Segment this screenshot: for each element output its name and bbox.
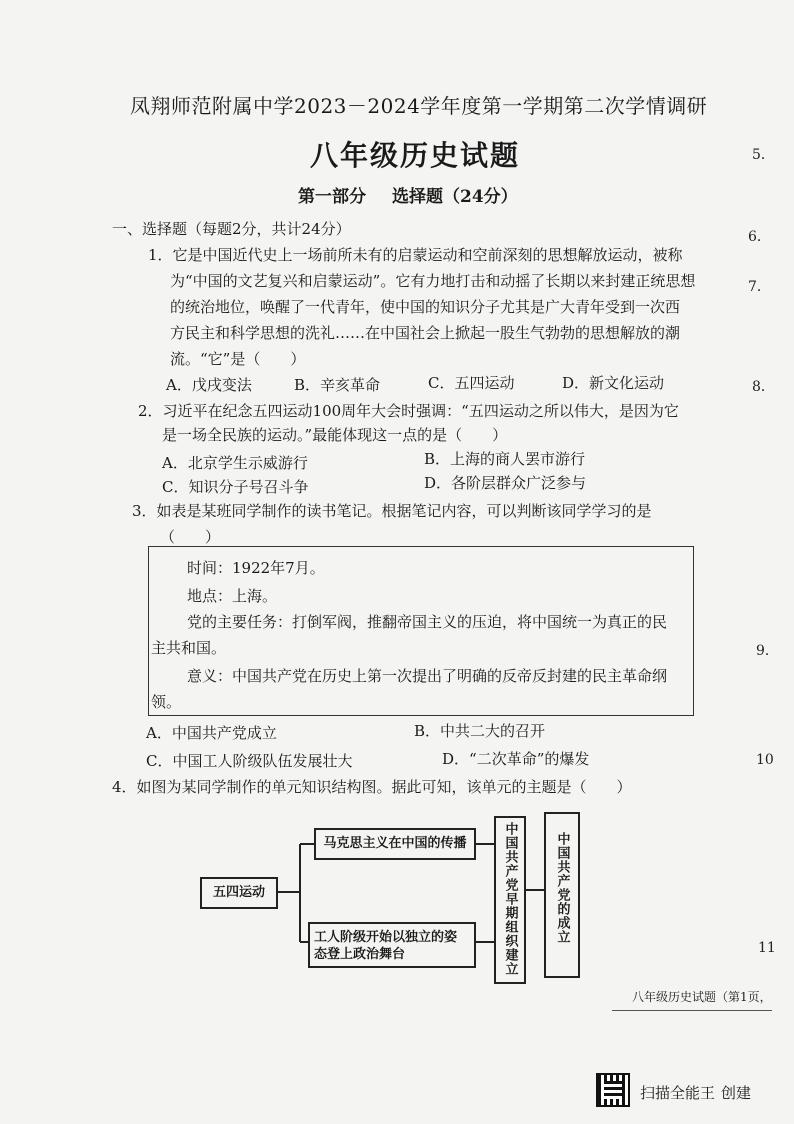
question-line: 的统治地位，唤醒了一代青年，使中国的知识分子尤其是广大青年受到一次西 <box>170 298 681 316</box>
note-time: 时间：1922年7月。 <box>187 559 325 577</box>
option-d[interactable]: D．各阶层群众广泛参与 <box>424 474 587 492</box>
diagram-root-label: 五四运动 <box>212 885 265 900</box>
diagram-bottom-branch-line1: 工人阶级开始以独立的姿 <box>314 930 458 945</box>
scanner-watermark <box>640 1082 751 1103</box>
diagram-middle-label: 中国共产党早期组织建立 <box>502 822 518 976</box>
section-title: 一、选择题（每题2分，共计24分） <box>112 220 351 238</box>
option-c[interactable]: C．知识分子号召斗争 <box>162 478 309 496</box>
question-line: 1．它是中国近代史上一场前所未有的启蒙运动和空前深刻的思想解放运动，被称 <box>148 246 683 264</box>
question-line: 2．习近平在纪念五四运动100周年大会时强调：“五四运动之所以伟大，是因为它 <box>138 402 679 420</box>
margin-number: 8． <box>752 379 775 395</box>
diagram-bottom-branch-box <box>308 922 476 968</box>
option-b[interactable]: B．上海的商人罢市游行 <box>424 450 586 468</box>
diagram-right-box <box>544 812 580 978</box>
diagram-right-label: 中国共产党的成立 <box>554 832 570 944</box>
diagram-root-box <box>200 877 278 909</box>
note-place: 地点：上海。 <box>187 587 278 605</box>
question-line: 3．如表是某班同学制作的读书笔记。根据笔记内容，可以判断该同学学习的是 <box>132 502 652 520</box>
note-meaning-cont: 领。 <box>151 693 182 711</box>
footer-divider <box>612 1010 772 1011</box>
scanner-app-name: 扫描全能王 <box>640 1084 716 1102</box>
page-footer: 八年级历史试题（第1页， <box>632 990 772 1004</box>
margin-number: 7． <box>748 279 771 295</box>
option-d[interactable]: D．新文化运动 <box>562 374 665 392</box>
diagram-bottom-branch-line2: 态登上政治舞台 <box>314 947 406 962</box>
option-d[interactable]: D．“二次革命”的爆发 <box>442 750 590 768</box>
scanner-action: 创建 <box>721 1084 752 1102</box>
option-b[interactable]: B．辛亥革命 <box>294 376 381 394</box>
question-line: 流。“它”是（ ） <box>170 350 306 368</box>
note-task: 党的主要任务：打倒军阀，推翻帝国主义的压迫，将中国统一为真正的民 <box>187 613 668 631</box>
margin-number: 10 <box>756 752 774 768</box>
qr-code-icon <box>596 1073 630 1107</box>
margin-number: 11 <box>758 940 776 956</box>
diagram-top-branch-label: 马克思主义在中国的传播 <box>323 836 467 851</box>
option-a[interactable]: A．中国共产党成立 <box>146 724 277 742</box>
school-title: 凤翔师范附属中学2023－2024学年度第一学期第二次学情调研 <box>130 94 708 118</box>
margin-number: 9． <box>756 643 779 659</box>
question-line: 方民主和科学思想的洗礼……在中国社会上掀起一股生气勃勃的思想解放的潮 <box>170 324 681 342</box>
part-label: 第一部分 <box>298 187 366 207</box>
question-line: 4．如图为某同学制作的单元知识结构图。据此可知，该单元的主题是（ ） <box>112 778 632 796</box>
exam-title: 八年级历史试题 <box>310 139 521 172</box>
option-a[interactable]: A．北京学生示威游行 <box>162 454 308 472</box>
option-c[interactable]: C．中国工人阶级队伍发展壮大 <box>146 752 353 770</box>
question-line: （ ） <box>160 528 221 546</box>
diagram-middle-box <box>494 816 526 984</box>
note-meaning: 意义：中国共产党在历史上第一次提出了明确的反帝反封建的民主革命纲 <box>187 667 668 685</box>
question-line: 为“中国的文艺复兴和启蒙运动”。它有力地打击和动摇了长期以来封建正统思想 <box>170 272 696 290</box>
option-b[interactable]: B．中共二大的召开 <box>414 722 546 740</box>
margin-number: 6． <box>748 229 771 245</box>
part-type: 选择题（24分） <box>392 187 518 207</box>
note-task-cont: 主共和国。 <box>151 639 227 657</box>
option-c[interactable]: C．五四运动 <box>428 374 515 392</box>
question-line: 是一场全民族的运动。”最能体现这一点的是（ ） <box>162 426 508 444</box>
diagram-top-branch-box <box>314 828 476 860</box>
margin-number: 5． <box>752 147 775 163</box>
option-a[interactable]: A．戊戌变法 <box>166 376 252 394</box>
